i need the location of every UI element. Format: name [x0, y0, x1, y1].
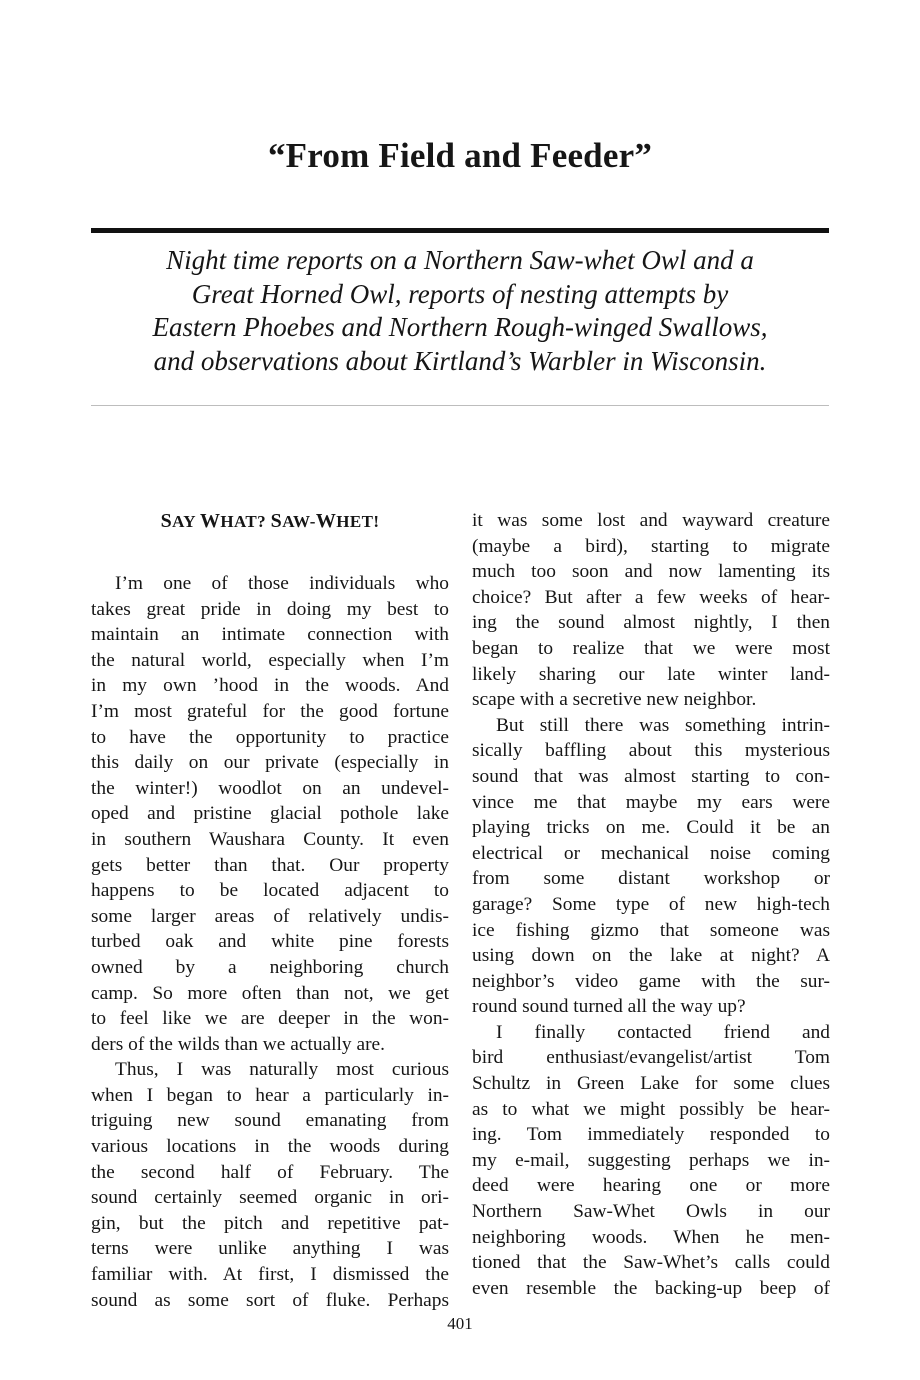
- text-line: sically baffling about this mysterious: [472, 740, 830, 762]
- text-line: deed were hearing one or more: [472, 1175, 830, 1197]
- text-line: familiar with. At first, I dismissed the: [91, 1264, 449, 1286]
- text-line: ing the sound almost nightly, I then: [472, 612, 830, 634]
- subtitle-line: Night time reports on a Northern Saw-whet Owl and a: [166, 245, 754, 275]
- text-line: electrical or mechanical noise coming: [472, 842, 830, 864]
- text-line: various locations in the woods during: [91, 1136, 449, 1158]
- subtitle-divider-thin: [91, 405, 829, 406]
- text-line: Northern Saw-Whet Owls in our: [472, 1201, 830, 1223]
- text-line: sound certainly seemed organic in ori-: [91, 1187, 449, 1209]
- text-line: my e-mail, suggesting perhaps we in-: [472, 1149, 830, 1171]
- text-line: gets better than that. Our property: [91, 854, 449, 876]
- text-line: neighboring woods. When he men-: [472, 1226, 830, 1248]
- page-number: 401: [447, 1314, 473, 1333]
- text-line: some larger areas of relatively undis-: [91, 905, 449, 927]
- text-line: from some distant workshop or: [472, 868, 830, 890]
- text-line: using down on the lake at night? A: [472, 945, 830, 967]
- text-line: the second half of February. The: [91, 1161, 449, 1183]
- text-line: scape with a secretive new neighbor.: [472, 689, 757, 711]
- text-line: triguing new sound emanating from: [91, 1110, 449, 1132]
- text-line: turbed oak and white pine forests: [91, 931, 449, 953]
- text-line: Thus, I was naturally most curious: [115, 1059, 449, 1081]
- text-line: (maybe a bird), starting to migrate: [472, 535, 830, 557]
- text-line: playing tricks on me. Could it be an: [472, 817, 830, 839]
- article-title: “From Field and Feeder”: [267, 136, 653, 175]
- text-line: sound as some sort of fluke. Perhaps: [91, 1289, 449, 1311]
- text-line: as to what we might possibly be hear-: [472, 1098, 830, 1120]
- text-line: oped and pristine glacial pothole lake: [91, 803, 449, 825]
- text-line: camp. So more often than not, we get: [91, 982, 449, 1004]
- subtitle-line: Great Horned Owl, reports of nesting attempts by: [191, 278, 729, 309]
- text-line: much too soon and now lamenting its: [472, 561, 830, 583]
- text-line: this daily on our private (especially in: [91, 752, 449, 774]
- text-line: choice? But after a few weeks of hear-: [472, 586, 830, 608]
- text-line: ders of the wilds than we actually are.: [91, 1033, 385, 1055]
- text-line: bird enthusiast/evangelist/artist Tom: [472, 1047, 830, 1069]
- text-line: when I began to hear a particularly in-: [91, 1084, 449, 1106]
- left-column: [91, 508, 449, 1313]
- text-line: to feel like we are deeper in the won-: [91, 1008, 449, 1030]
- text-line: But still there was something intrin-: [496, 714, 830, 736]
- text-line: to have the opportunity to practice: [91, 726, 449, 748]
- text-line: terns were unlike anything I was: [91, 1238, 449, 1260]
- text-line: in southern Waushara County. It even: [91, 828, 449, 850]
- text-line: I’m most grateful for the good fortune: [91, 700, 449, 722]
- text-line: began to realize that we were most: [472, 637, 830, 659]
- text-line: likely sharing our late winter land-: [472, 663, 830, 685]
- text-line: the winter!) woodlot on an undevel-: [91, 777, 449, 799]
- text-line: I finally contacted friend and: [496, 1021, 830, 1043]
- text-line: I’m one of those individuals who: [115, 573, 449, 594]
- text-line: the natural world, especially when I’m: [91, 649, 449, 671]
- section-heading: SAY WHAT? SAW-WHET!: [160, 510, 380, 532]
- text-line: owned by a neighboring church: [91, 956, 449, 978]
- text-line: tioned that the Saw-Whet’s calls could: [472, 1252, 830, 1274]
- title-divider-thick: [91, 228, 829, 233]
- text-line: gin, but the pitch and repetitive pat-: [91, 1212, 449, 1234]
- subtitle-line: and observations about Kirtland’s Warbler in Wisconsin.: [153, 345, 767, 376]
- right-column: [472, 508, 830, 1301]
- text-line: maintain an intimate connection with: [91, 624, 449, 646]
- text-line: ice fishing gizmo that someone was: [472, 919, 830, 941]
- text-line: garage? Some type of new high-tech: [472, 893, 830, 915]
- text-line: it was some lost and wayward creature: [472, 510, 830, 531]
- text-line: round sound turned all the way up?: [472, 996, 746, 1018]
- text-line: sound that was almost starting to con-: [472, 765, 830, 787]
- text-line: vince me that maybe my ears were: [472, 791, 830, 813]
- subtitle-line: Eastern Phoebes and Northern Rough-winged Swallows,: [152, 312, 768, 342]
- text-line: happens to be located adjacent to: [91, 880, 449, 902]
- article-subtitle: [91, 244, 829, 378]
- text-line: ing. Tom immediately responded to: [472, 1124, 830, 1146]
- text-line: neighbor’s video game with the sur-: [472, 970, 830, 992]
- text-line: in my own ’hood in the woods. And: [91, 675, 449, 697]
- text-line: takes great pride in doing my best to: [91, 598, 449, 620]
- text-line: even resemble the backing-up beep of: [472, 1277, 830, 1299]
- text-line: Schultz in Green Lake for some clues: [472, 1073, 830, 1095]
